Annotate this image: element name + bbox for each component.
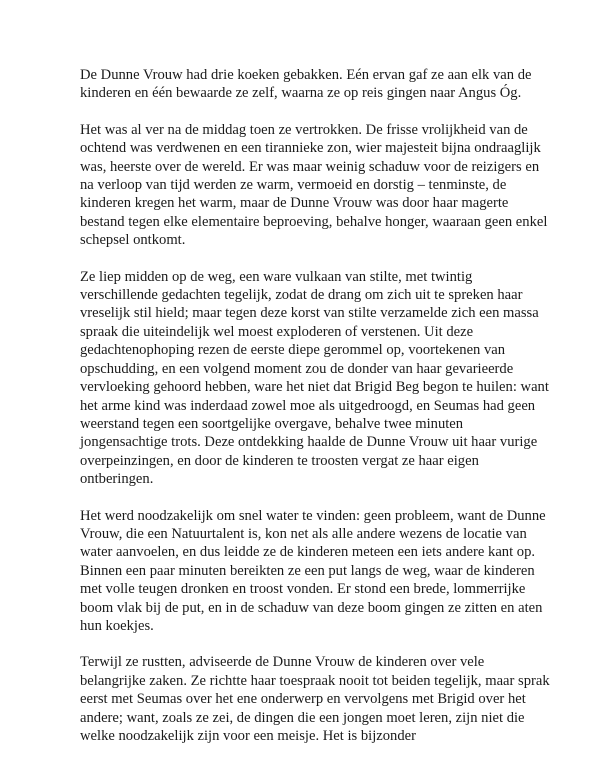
document-body — [80, 66, 550, 763]
paragraph: Terwijl ze rustten, adviseerde de Dunne Vrouw de kinderen over vele belangrijke zaken. Ze richtte haar toespraak nooit tot beiden tegelijk, maar sprak eerst met Seumas over het ene onderwerp en vervolgens met Brigid over het andere; want, zoals ze zei, de dingen die een jongen moet leren, zijn niet die welke noodzakelijk zijn voor een meisje. Het is bijzonder — [80, 654, 550, 744]
paragraph: De Dunne Vrouw had drie koeken gebakken. Eén ervan gaf ze aan elk van de kinderen en één bewaarde ze zelf, waarna ze op reis gingen naar Angus Óg. — [80, 67, 532, 102]
paragraph: Ze liep midden op de weg, een ware vulkaan van stilte, met twintig verschillende gedachten tegelijk, zodat de drang om zich uit te spreken haar vreselijk stil hield; maar tegen deze korst van stilte verzamelde zich een massa spraak die uiteindelijk wel moest exploderen of verstenen. Uit deze gedachtenophoping rezen de eerste diepe gerommel op, voortekenen van opschudding, en een volgend moment zou de donder van haar gevarieerde vervloeking gehoord hebben, ware het niet dat Brigid Beg begon te huilen: want het arme kind was inderdaad zowel moe als uitgedroogd, en Seumas had geen weerstand tegen een soortgelijke overgave, behalve twee minuten jongensachtige trots. Deze ontdekking haalde de Dunne Vrouw uit haar vurige overpeinzingen, en door de kinderen te troosten vergat ze haar eigen ontberingen. — [80, 268, 549, 488]
paragraph: Het werd noodzakelijk om snel water te vinden: geen probleem, want de Dunne Vrouw, die een Natuurtalent is, kon net als alle andere wezens de locatie van water aanvoelen, en dus leidde ze de kinderen meteen een iets andere kant op. Binnen een paar minuten bereikten ze een put langs de weg, waar de kinderen met volle teugen dronken en troost vonden. Er stond een brede, lommerrijke boom vlak bij de put, en in de schaduw van deze boom gingen ze zitten en aten hun koekjes. — [80, 507, 546, 634]
paragraph: Het was al ver na de middag toen ze vertrokken. De frisse vrolijkheid van de ochtend was verdwenen en een tirannieke zon, wier majesteit bijna ondraaglijk was, heerste over de wereld. Er was maar weinig schaduw voor de reizigers en na verloop van tijd werden ze warm, vermoeid en dorstig – tenminste, de kinderen kregen het warm, maar de Dunne Vrouw was door haar magerte bestand tegen elke elementaire beproeving, behalve honger, waaraan geen enkel schepsel ontkomt. — [80, 121, 548, 249]
